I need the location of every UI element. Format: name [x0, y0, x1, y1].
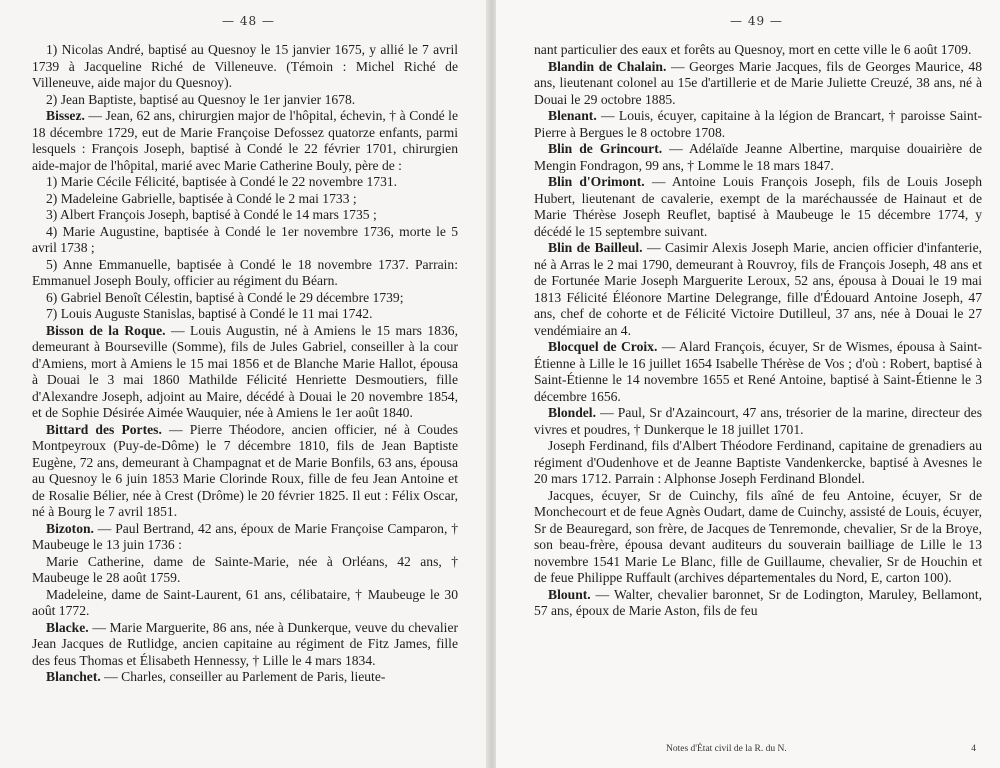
entry-headword: Blin de Grincourt. — [548, 141, 663, 156]
entry-paragraph — [32, 108, 458, 174]
entry-headword: Blacke. — [46, 619, 89, 635]
text-paragraph — [32, 191, 458, 208]
paragraph-text: 2) Madeleine Gabrielle, baptisée à Condé le 2 mai 1733 ; — [46, 190, 357, 206]
text-paragraph — [534, 488, 982, 587]
paragraph-text: — Casimir Alexis Joseph Marie, ancien officier d'infanterie, né à Arras le 2 mai 1790, demeurant à Rouvroy, fils de François Joseph, 48 ans et de Fortunée Marie Joseph Marguerite Leroux, 52 ans, épousa à Douai le 19 mai 1813 Félicité Éléonore Martine Delegrange, fille d'Édouard Antoine Joseph, 47 ans, chef de cohorte et de Félicité Victoire Dutilleul, 37 ans, née à Douai le 27 vendémiaire an 4. — [534, 240, 982, 338]
entry-paragraph — [534, 339, 982, 405]
entry-headword: Bittard des Portes. — [46, 421, 162, 437]
paragraph-text: 7) Louis Auguste Stanislas, baptisé à Condé le 11 mai 1742. — [46, 306, 373, 321]
paragraph-text: — Pierre Théodore, ancien officier, né à Coudes Montpeyroux (Puy-de-Dôme) le 7 décembre 1810, fils de Jean Baptiste Eugène, 72 ans, demeurant à Champagnat et de Marie Bonfils, 63 ans, épousa au Quesnoy le 6 juin 1853 Marie Clorinde Roux, fille de feu Jean Antoine et de Rosalie Bélier, née à Crest (Drôme) le 20 février 1825. Il eut : Félix Oscar, né à Bourg le 7 avril 1851. — [32, 421, 458, 519]
paragraph-text: Marie Catherine, dame de Sainte-Marie, née à Orléans, 42 ans, † Maubeuge le 28 août 1759. — [32, 553, 458, 585]
paragraph-text: 4) Marie Augustine, baptisée à Condé le 1er novembre 1736, morte le 5 avril 1738 ; — [32, 223, 458, 255]
entry-paragraph — [534, 141, 982, 174]
paragraph-text: 1) Marie Cécile Félicité, baptisée à Condé le 22 novembre 1731. — [46, 174, 398, 189]
page-footer — [666, 744, 976, 754]
entry-paragraph — [534, 59, 982, 109]
paragraph-text: — Georges Marie Jacques, fils de Georges Maurice, 48 ans, lieutenant colonel au 15e d'artillerie et de Marie Juliette Creuzé, 38 ans, né à Douai le 29 octobre 1885. — [534, 58, 982, 107]
paragraph-text: — Antoine Louis François Joseph, fils de Louis Joseph Hubert, lieutenant de cavalerie, exempt de la maréchaussée de Hainaut et de Marie Thérèse Joseph Reuflet, baptisé à Maubeuge le 15 décembre 1774, y décédé le 15 septembre suivant. — [534, 174, 983, 239]
entry-paragraph — [32, 620, 458, 670]
entry-headword: Blandin de Chalain. — [548, 58, 667, 74]
paragraph-text: — Paul, Sr d'Azaincourt, 47 ans, trésorier de la marine, directeur des vivres et poudres, † Dunkerque le 18 juillet 1701. — [534, 405, 982, 437]
paragraph-text: — Louis, écuyer, capitaine à la légion de Brancart, † paroisse Saint-Pierre à Bergues le 8 octobre 1708. — [534, 108, 982, 140]
text-paragraph — [32, 207, 458, 224]
footer-text: Notes d'État civil de la R. du N. — [666, 744, 787, 754]
entry-headword: Blanchet. — [46, 669, 101, 684]
entry-headword: Bisson de la Roque. — [46, 322, 166, 338]
paragraph-text: — Paul Bertrand, 42 ans, époux de Marie Françoise Camparon, † Maubeuge le 13 juin 1736 : — [32, 520, 458, 552]
text-paragraph — [32, 42, 458, 92]
entry-paragraph — [534, 174, 982, 240]
text-paragraph — [32, 290, 458, 307]
entry-headword: Bizoton. — [46, 520, 94, 536]
entry-paragraph — [32, 669, 458, 686]
footer-signature-mark: 4 — [971, 744, 976, 754]
paragraph-text: — Louis Augustin, né à Amiens le 15 mars 1836, demeurant à Bourseville (Somme), fils de Jules Gabriel, conseiller à la cour d'Amiens, mort à Amiens le 15 mai 1856 et de Blanche Marie Hallot, épousa à Douai le 3 mai 1860 Mathilde Félicité Henriette Desmoutiers, fille d'Alexandre Joseph, adjoint au Maire, décédé à Douai le 20 novembre 1854, et de Sophie Désirée Aimée Wauquier, née à Amiens le 1er août 1840. — [32, 322, 459, 420]
left-page — [0, 0, 488, 768]
entry-headword: Bissez. — [46, 108, 85, 123]
text-paragraph — [32, 306, 458, 323]
entry-paragraph — [534, 587, 982, 620]
entry-paragraph — [534, 108, 982, 141]
paragraph-text: — Walter, chevalier baronnet, Sr de Lodington, Maruley, Bellamont, 57 ans, époux de Marie Aston, fils de feu — [534, 586, 982, 618]
entry-paragraph — [32, 422, 458, 521]
paragraph-text: nant particulier des eaux et forêts au Quesnoy, mort en cette ville le 6 août 1709. — [534, 42, 972, 57]
entry-headword: Blocquel de Croix. — [548, 339, 658, 354]
paragraph-text: — Alard François, écuyer, Sr de Wismes, épousa à Saint-Étienne à Lille le 16 juillet 1654 Isabelle Thérèse de Vos ; d'où : Robert, baptisé à Saint-Étienne le 14 novembre 1655 et René Antoine, baptisé à Saint-Étienne le 3 décembre 1656. — [534, 339, 983, 404]
right-page — [496, 0, 1000, 768]
paragraph-text: 5) Anne Emmanuelle, baptisée à Condé le 18 novembre 1737. Parrain: Emmanuel Joseph Bouly, officier au régiment du Béarn. — [32, 256, 458, 288]
entry-headword: Blin de Bailleul. — [548, 240, 643, 255]
paragraph-text: Madeleine, dame de Saint-Laurent, 61 ans, célibataire, † Maubeuge le 30 août 1772. — [32, 586, 458, 618]
paragraph-text: 1) Nicolas André, baptisé au Quesnoy le 15 janvier 1675, y allié le 7 avril 1739 à Jacqueline Riché de Villeneuve. (Témoin : Michel Riché de Villeneuve, aide major du Quesnoy). — [32, 42, 458, 90]
text-paragraph — [32, 174, 458, 191]
entry-headword: Blount. — [548, 586, 591, 602]
text-paragraph — [534, 438, 982, 488]
text-paragraph — [32, 587, 458, 620]
paragraph-text: 2) Jean Baptiste, baptisé au Quesnoy le 1er janvier 1678. — [46, 91, 356, 107]
text-paragraph — [32, 92, 458, 109]
paragraph-text: 3) Albert François Joseph, baptisé à Condé le 14 mars 1735 ; — [46, 207, 377, 222]
entry-paragraph — [32, 323, 458, 422]
entry-headword: Blenant. — [548, 108, 597, 123]
paragraph-text: Jacques, écuyer, Sr de Cuinchy, fils aîné de feu Antoine, écuyer, Sr de Monchecourt et de feue Agnès Oudart, dame de Cuinchy, assisté de Louis, écuyer, Sr de Beauregard, son frère, de Jacques de Tenremonde, chevalier, Sr de la Broye, son beau-frère, épousa devant auditeurs du souverain bailliage de Lille le 13 novembre 1541 Marie Le Blanc, fille de Guillaume, chevalier, Sr de Houchin et de feue Philippe Ruffault (archives départementales du Nord, E, carton 100). — [534, 487, 982, 585]
paragraph-text: Joseph Ferdinand, fils d'Albert Théodore Ferdinand, capitaine de grenadiers au régiment d'Oudenhove et de Jeanne Baptiste Vandenkercke, baptisé à Avesnes le 20 mars 1712. Parrain : Alphonse Joseph Ferdinand Blondel. — [534, 438, 982, 486]
paragraph-text: — Jean, 62 ans, chirurgien major de l'hôpital, échevin, † à Condé le 18 décembre 1729, eut de Marie Françoise Defossez quatorze enfants, parmi lesquels : François Joseph, baptisé à Condé le 22 février 1701, chirurgien aide-major de l'hôpital, marié avec Marie Catherine Bouly, père de : — [32, 108, 458, 173]
paragraph-text: — Charles, conseiller au Parlement de Paris, lieute- — [100, 669, 386, 684]
entry-headword: Blin d'Orimont. — [548, 174, 645, 189]
text-paragraph — [32, 224, 458, 257]
page-number-left: — 48 — — [222, 14, 275, 28]
entry-paragraph — [534, 240, 982, 339]
text-paragraph — [32, 257, 458, 290]
text-paragraph — [534, 42, 982, 59]
page-number-right: — 49 — — [730, 14, 783, 28]
right-page-body — [534, 42, 982, 620]
left-page-body — [32, 42, 458, 686]
paragraph-text: 6) Gabriel Benoît Célestin, baptisé à Condé le 29 décembre 1739; — [46, 289, 404, 305]
entry-paragraph — [32, 521, 458, 554]
entry-paragraph — [534, 405, 982, 438]
text-paragraph — [32, 554, 458, 587]
paragraph-text: — Adélaïde Jeanne Albertine, marquise douairière de Mengin Fondragon, 99 ans, † Lomme le 18 mars 1847. — [534, 141, 982, 173]
entry-headword: Blondel. — [548, 405, 596, 420]
paragraph-text: — Marie Marguerite, 86 ans, née à Dunkerque, veuve du chevalier Jean Jacques de Rutlidge, ancien capitaine au régiment de Fitz James, fille des feus Thomas et Élisabeth Hennessy, † Lille le 4 mars 1834. — [32, 619, 458, 668]
